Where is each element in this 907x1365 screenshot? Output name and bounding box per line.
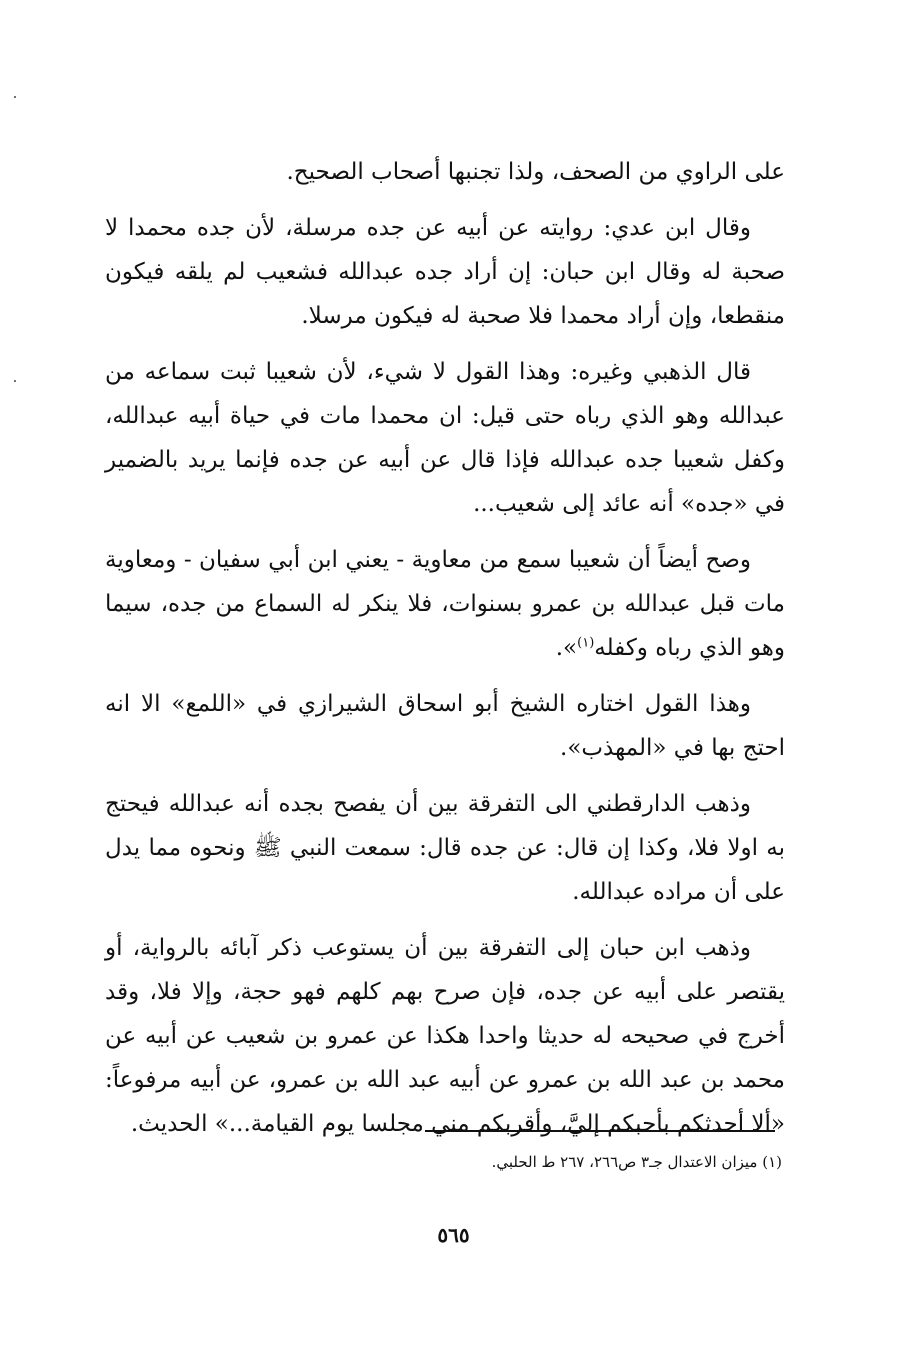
paragraph-3-text: قال الذهبي وغيره: وهذا القول لا شيء، لأن شعيبا ثبت سماعه من عبدالله وهو الذي رباه حتى قيل: ان محمدا مات في حياة أبيه عبدالله، وكفل شعيبا جده عبدالله فإذا قال عن أبيه عن جده فإنما يريد بالضمير في «جده» أنه عائد إلى شعيب... [105, 359, 785, 517]
paragraph-4 [105, 538, 785, 670]
paragraph-6-text: وذهب الدارقطني الى التفرقة بين أن يفصح بجده أنه عبدالله فيحتج به اولا فلا، وكذا إن قال: عن جده قال: سمعت النبي ﷺ ونحوه مما يدل على أن مراده عبدالله. [105, 791, 785, 905]
footnote: (١) ميزان الاعتدال جـ٣ ص٢٦٦، ٢٦٧ ط الحلبي. [491, 1153, 782, 1171]
paragraph-7 [105, 926, 785, 1146]
paragraph-3 [105, 350, 785, 526]
paragraph-4-tail: ». [555, 635, 578, 661]
paragraph-2-text: وقال ابن عدي: روايته عن أبيه عن جده مرسلة، لأن جده محمدا لا صحبة له وقال ابن حبان: إن أراد جده عبدالله فشعيب لم يلقه فيكون منقطعا، وإن أراد محمدا فلا صحبة له فيكون مرسلا. [105, 215, 785, 329]
page-body [105, 150, 785, 1158]
scan-speck [14, 96, 16, 98]
paragraph-5-text: وهذا القول اختاره الشيخ أبو اسحاق الشيرازي في «اللمع» الا انه احتج بها في «المهذب». [105, 691, 785, 761]
paragraph-7-text: وذهب ابن حبان إلى التفرقة بين أن يستوعب ذكر آبائه بالرواية، أو يقتصر على أبيه عن جده، فإن صرح بهم كلهم فهو حجة، وإلا فلا، وقد أخرج في صحيحه له حديثا واحدا هكذا عن عمرو بن شعيب عن أبيه عن محمد بن عبد الله بن عمرو عن أبيه عبد الله بن عمرو، عن أبيه مرفوعاً: «ألا أحدثكم بأحبكم إليَّ، وأقربكم مني مجلسا يوم القيامة...» الحديث. [105, 935, 785, 1137]
paragraph-1 [105, 150, 785, 194]
page-number: ٥٦٥ [437, 1223, 470, 1247]
paragraph-2 [105, 206, 785, 338]
paragraph-6 [105, 782, 785, 914]
footnote-marker: (١) [577, 635, 595, 651]
paragraph-4-text: وصح أيضاً أن شعيبا سمع من معاوية - يعني ابن أبي سفيان - ومعاوية مات قبل عبدالله بن عمرو بسنوات، فلا ينكر له السماع من جده، سيما وهو الذي رباه وكفله [105, 547, 785, 661]
scan-speck [14, 380, 16, 382]
footnote-divider [425, 1130, 775, 1132]
paragraph-1-text: على الراوي من الصحف، ولذا تجنبها أصحاب الصحيح. [286, 159, 785, 185]
paragraph-5 [105, 682, 785, 770]
